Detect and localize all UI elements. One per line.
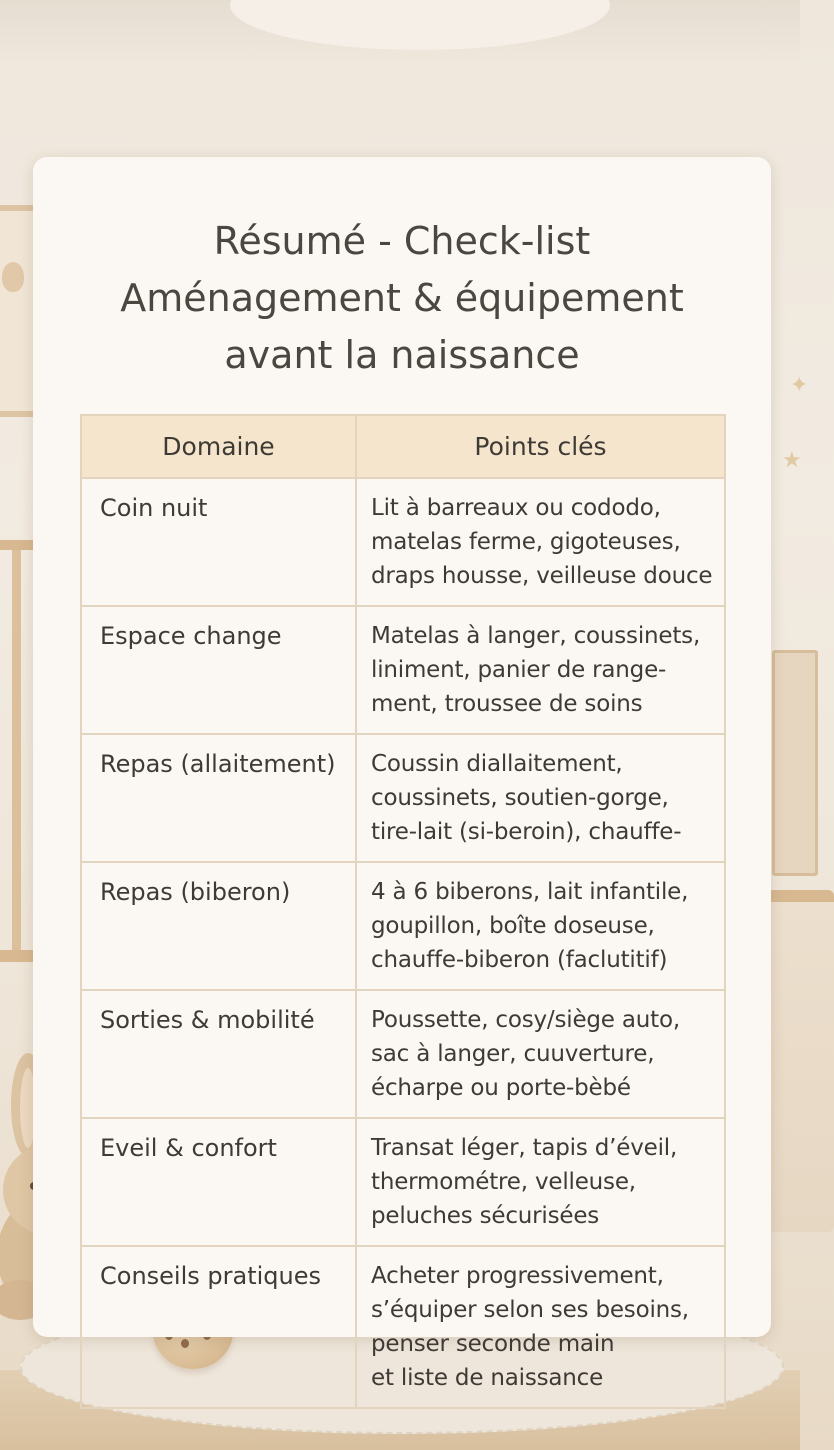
crib-bars-left: [0, 540, 35, 962]
key-point-line: Coussin diallaitement,: [371, 751, 623, 777]
key-point-line: draps housse, veilleuse douce: [371, 563, 713, 589]
table-row: [81, 990, 725, 1118]
key-points-cell: [356, 862, 725, 990]
frame-bunny-illustration: [2, 262, 24, 292]
page-title: [33, 213, 771, 384]
checklist-card: [33, 157, 771, 1391]
domain-cell: Espace change: [81, 606, 356, 734]
table-row: [81, 606, 725, 734]
table-header-row: [81, 415, 725, 478]
dresser-right: [772, 650, 818, 876]
domain-cell: Sorties & mobilité: [81, 990, 356, 1118]
key-point-line: écharpe ou porte-bèbé: [371, 1075, 631, 1101]
domain-cell: Repas (biberon): [81, 862, 356, 990]
domain-cell: Eveil & confort: [81, 1118, 356, 1246]
key-point-line: ment, troussee de soins: [371, 691, 643, 717]
star-icon: ✦: [790, 373, 809, 398]
key-point-line: Transat léger, tapis d’éveil,: [371, 1135, 678, 1161]
domain-cell: Repas (allaitement): [81, 734, 356, 862]
domain-cell: Conseils pratiques: [81, 1246, 356, 1408]
key-point-line: chauffe-biberon (faclutitif): [371, 947, 668, 973]
key-point-line: matelas ferme, gigoteuses,: [371, 529, 681, 555]
key-points-cell: [356, 990, 725, 1118]
key-point-line: s’équiper selon ses besoins,: [371, 1297, 689, 1323]
star-icon: ★: [782, 448, 802, 473]
key-points-cell: [356, 606, 725, 734]
key-point-line: Matelas à langer, coussinets,: [371, 623, 701, 649]
table-row: [81, 1118, 725, 1246]
title-line-1: Résumé - Check-list: [213, 219, 591, 263]
key-points-cell: [356, 1118, 725, 1246]
column-header-key-points: Points clés: [356, 415, 725, 478]
key-point-line: goupillon, boîte doseuse,: [371, 913, 655, 939]
key-points-cell: [356, 734, 725, 862]
column-header-domain: Domaine: [81, 415, 356, 478]
key-points-cell: [356, 478, 725, 606]
key-point-line: Acheter progressivement,: [371, 1263, 664, 1289]
table-row: [81, 734, 725, 862]
key-point-line: liniment, panier de range-: [371, 657, 667, 683]
checklist-table: [80, 414, 726, 1409]
key-points-cell: [356, 1246, 725, 1408]
key-point-line: 4 à 6 biberons, lait infantile,: [371, 879, 689, 905]
title-line-3: avant la naissance: [224, 333, 580, 377]
key-point-line: thermométre, velleuse,: [371, 1169, 636, 1195]
key-point-line: sac à langer, cuuverture,: [371, 1041, 655, 1067]
key-point-line: penser seconde main: [371, 1331, 615, 1357]
table-row: [81, 1246, 725, 1408]
key-point-line: Poussette, cosy/siège auto,: [371, 1007, 680, 1033]
table-row: [81, 862, 725, 990]
key-point-line: Lit à barreaux ou cododo,: [371, 495, 661, 521]
domain-cell: Coin nuit: [81, 478, 356, 606]
key-point-line: peluches sécurisées: [371, 1203, 600, 1229]
key-point-line: et liste de naissance: [371, 1365, 604, 1391]
key-point-line: tire-lait (si-beroin), chauffe-: [371, 819, 682, 845]
title-line-2: Aménagement & équipement: [120, 276, 684, 320]
key-point-line: coussinets, soutien-gorge,: [371, 785, 669, 811]
table-row: [81, 478, 725, 606]
